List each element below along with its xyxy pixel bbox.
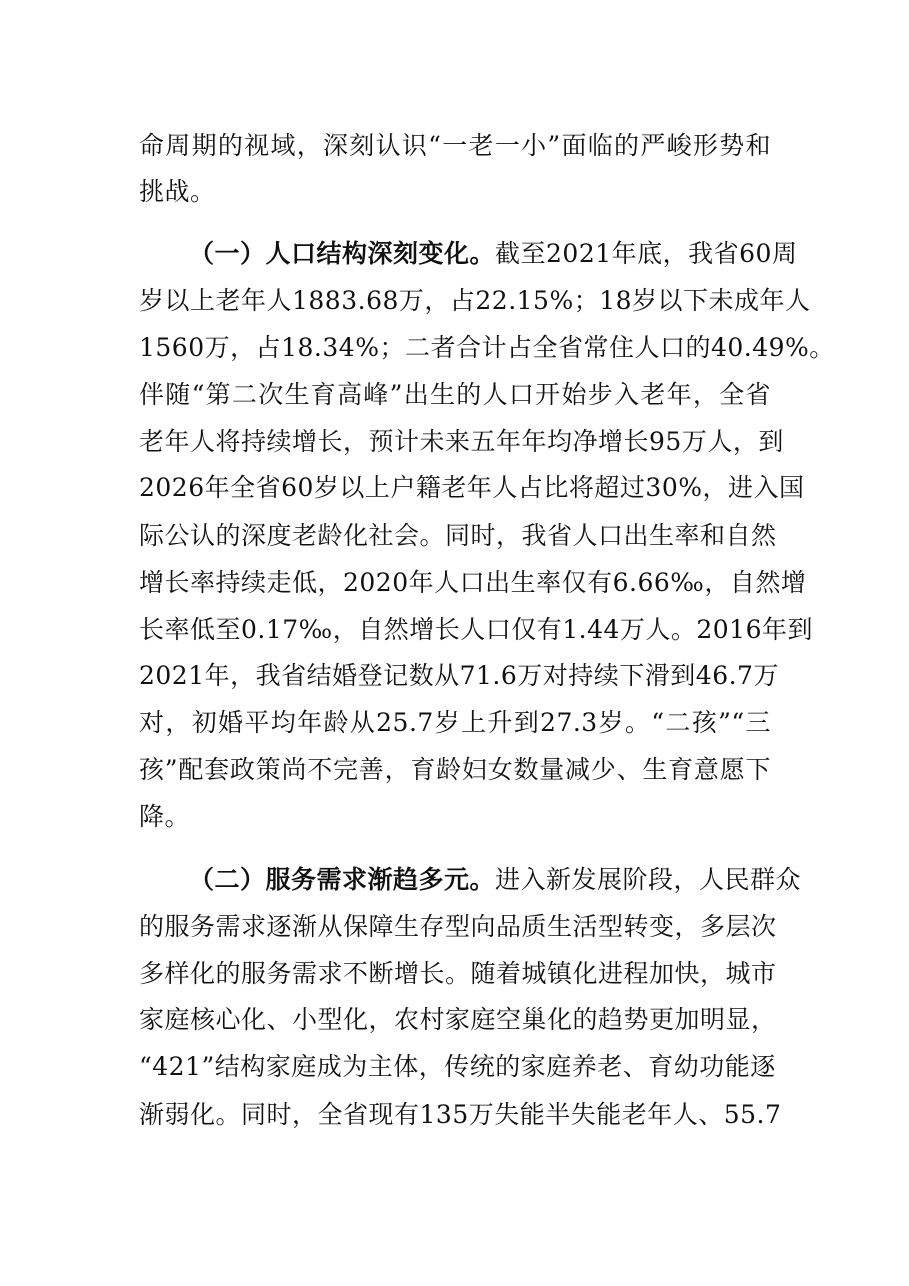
paragraph-line: 1560万，占18.34%；二者合计占全省常住人口的40.49%。 — [139, 333, 835, 362]
paragraph-line: 多样化的服务需求不断增长。随着城镇化进程加快，城市 — [139, 959, 777, 988]
paragraph-line: 对，初婚平均年龄从25.7岁上升到27.3岁。“二孩”“三 — [139, 708, 771, 737]
paragraph-line: 增长率持续走低，2020年人口出生率仅有6.66‰，自然增 — [139, 568, 807, 597]
paragraph-line: 降。 — [139, 802, 191, 831]
paragraph-line: 命周期的视域，深刻认识“一老一小”面临的严峻形势和 — [139, 131, 771, 160]
paragraph-line: 渐弱化。同时，全省现有135万失能半失能老年人、55.7 — [139, 1100, 782, 1129]
paragraph-line: 长率低至0.17‰，自然增长人口仅有1.44万人。2016年到 — [139, 615, 813, 644]
paragraph-line: 的服务需求逐渐从保障生存型向品质生活型转变，多层次 — [139, 912, 777, 941]
paragraph-line: 孩”配套政策尚不完善，育龄妇女数量减少、生育意愿下 — [139, 755, 771, 784]
paragraph-line: 2026年全省60岁以上户籍老年人占比将超过30%，进入国 — [139, 473, 805, 502]
section-heading-1: （一）人口结构深刻变化。 — [189, 239, 496, 268]
paragraph-line: 2021年，我省结婚登记数从71.6万对持续下滑到46.7万 — [139, 661, 779, 690]
paragraph-text: 进入新发展阶段，人民群众 — [495, 865, 802, 894]
paragraph-line: 际公认的深度老龄化社会。同时，我省人口出生率和自然 — [139, 521, 777, 550]
paragraph-text: 截至2021年底，我省60周 — [495, 239, 798, 268]
paragraph-line: 家庭核心化、小型化，农村家庭空巢化的趋势更加明显， — [139, 1005, 777, 1034]
section-heading-line — [189, 860, 802, 900]
paragraph-line: 伴随“第二次生育高峰”出生的人口开始步入老年，全省 — [139, 380, 771, 409]
paragraph-line: “421”结构家庭成为主体，传统的家庭养老、育幼功能逐 — [139, 1052, 776, 1081]
paragraph-line: 挑战。 — [139, 177, 216, 206]
section-heading-2: （二）服务需求渐趋多元。 — [189, 865, 496, 894]
section-heading-line — [189, 234, 798, 274]
paragraph-line: 岁以上老年人1883.68万，占22.15%；18岁以下未成年人 — [139, 286, 811, 315]
paragraph-line: 老年人将持续增长，预计未来五年年均净增长95万人，到 — [139, 427, 784, 456]
